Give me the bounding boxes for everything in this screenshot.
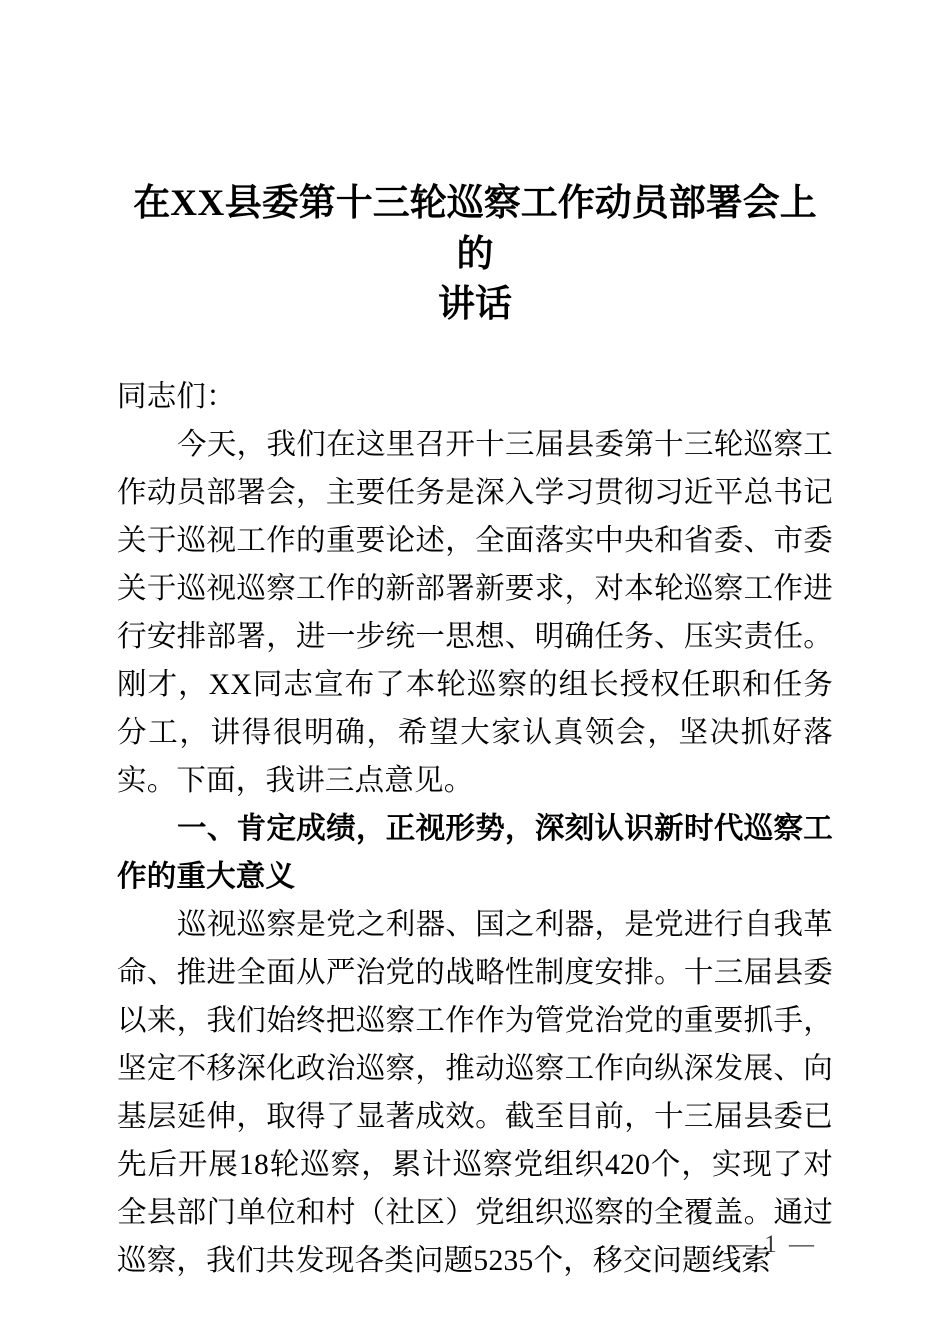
salutation: 同志们： xyxy=(117,380,236,413)
page-number-footer xyxy=(0,1228,950,1262)
latin-run: 18 xyxy=(238,1149,270,1181)
latin-run: XX xyxy=(208,669,252,701)
latin-run: 5235 xyxy=(473,1245,534,1277)
document-content xyxy=(117,0,833,1285)
paragraph-section-one-body: 巡视巡察是党之利器、国之利器，是党进行自我革命、推进全面从严治党的战略性制度安排。十三届县委以来，我们始终把巡察工作作为管党治党的重要抓手，坚定不移深化政治巡察，推动巡察工作向纵深发展、向基层延伸，取得了显著成效。截至目前，十三届县委已先后开展18轮巡察，累计巡察党组织420个，实现了对全县部门单位和村（社区）党组织巡察的全覆盖。通过巡察，我们共发现各类问题5235个，移交问题线索 xyxy=(117,908,833,1277)
latin-run: XX xyxy=(170,183,225,224)
page-title: 在XX县委第十三轮巡察工作动员部署会上的 讲话 xyxy=(133,182,817,324)
page-number-value: — 1 — xyxy=(727,1231,817,1258)
section-heading-one: 一、肯定成绩，正视形势，深刻认识新时代巡察工作的重大意义 xyxy=(117,812,833,893)
document-body xyxy=(117,373,833,1285)
paragraph-opening: 今天，我们在这里召开十三届县委第十三轮巡察工作动员部署会，主要任务是深入学习贯彻习近平总书记关于巡视工作的重要论述，全面落实中央和省委、市委关于巡视巡察工作的新部署新要求，对本轮巡察工作进行安排部署，进一步统一思想、明确任务、压实责任。刚才，XX同志宣布了本轮巡察的组长授权任职和任务分工，讲得很明确，希望大家认真领会，坚决抓好落实。下面，我讲三点意见。 xyxy=(117,428,833,797)
latin-run: 420 xyxy=(605,1149,651,1181)
